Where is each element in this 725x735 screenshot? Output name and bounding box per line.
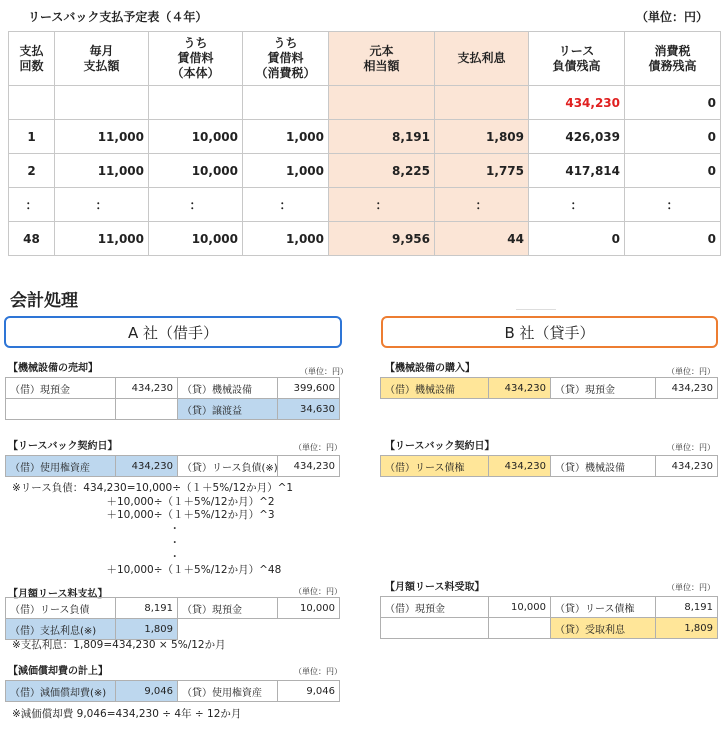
debit-account: （借）リース債権 xyxy=(381,456,489,477)
contract-section-title: 【リースバック契約日】 xyxy=(8,441,118,452)
unit-label: （単位：円） xyxy=(294,443,342,452)
debit-account: （借）使用権資産 xyxy=(6,456,116,477)
contract-entry xyxy=(380,455,718,477)
sale-section-title: 【機械設備の売却】 xyxy=(8,363,98,374)
cell: 0 xyxy=(625,222,721,256)
cell: 11,000 xyxy=(55,154,149,188)
cell: ： xyxy=(329,188,435,222)
col-header: 支払 回数 xyxy=(9,32,55,86)
cell: 2 xyxy=(9,154,55,188)
credit-amount: 434,230 xyxy=(278,456,340,477)
cell: 8,225 xyxy=(329,154,435,188)
table-row xyxy=(9,222,721,256)
cell: ： xyxy=(9,188,55,222)
debit-account xyxy=(381,618,489,639)
unit-label: （単位：円） xyxy=(667,583,715,592)
entry-row xyxy=(6,456,340,477)
unit-label: （単位：円） xyxy=(667,367,715,376)
cell xyxy=(55,86,149,120)
debit-amount xyxy=(489,618,551,639)
cell: 1,000 xyxy=(243,222,329,256)
cell: 0 xyxy=(625,154,721,188)
cell: ： xyxy=(529,188,625,222)
credit-amount xyxy=(278,619,340,640)
credit-amount: 1,809 xyxy=(656,618,718,639)
cell: 0 xyxy=(625,86,721,120)
cell: 426,039 xyxy=(529,120,625,154)
cell xyxy=(9,86,55,120)
debit-account: （借）リース負債 xyxy=(6,598,116,619)
debit-amount: 434,230 xyxy=(489,378,551,399)
credit-account: （貸）受取利息 xyxy=(551,618,656,639)
unit-label: （単位：円） xyxy=(636,10,709,24)
credit-account: （貸）現預金 xyxy=(178,598,278,619)
debit-amount: 9,046 xyxy=(116,681,178,702)
col-header: うち 賃借料 （本体） xyxy=(149,32,243,86)
credit-amount: 434,230 xyxy=(656,456,718,477)
entry-row xyxy=(6,378,340,399)
cell: 1 xyxy=(9,120,55,154)
credit-account: （貸）リース負債(※) xyxy=(178,456,278,477)
lessee-title: A 社（借手） xyxy=(4,316,342,348)
debit-amount: 8,191 xyxy=(116,598,178,619)
unit-label: （単位：円） xyxy=(294,587,342,596)
col-header: 毎月 支払額 xyxy=(55,32,149,86)
col-header: 消費税 債務残高 xyxy=(625,32,721,86)
unit-label: （単位：円） xyxy=(300,367,348,376)
lease-liability-note: ※リース負債：434,230=10,000÷（１＋5%/12か月）^1 ＋10,000÷（１＋5%/12か月）^2 ＋10,000÷（１＋5%/12か月）^3 ・ ・ ・ ＋10,000÷（１＋5%/12か月）^48 xyxy=(12,482,294,577)
debit-account: （借）減価償却費(※) xyxy=(6,681,116,702)
cell: 11,000 xyxy=(55,120,149,154)
col-header: 支払利息 xyxy=(435,32,529,86)
cell: 0 xyxy=(625,120,721,154)
debit-amount: 434,230 xyxy=(489,456,551,477)
entry-row xyxy=(381,597,718,618)
cell: 48 xyxy=(9,222,55,256)
table-row xyxy=(9,154,721,188)
credit-account: （貸）現預金 xyxy=(551,378,656,399)
receipt-entry xyxy=(380,596,718,639)
divider xyxy=(516,309,556,310)
credit-amount: 10,000 xyxy=(278,598,340,619)
entry-row xyxy=(6,619,340,640)
entry-row xyxy=(6,681,340,702)
table-title: リースバック支払予定表（４年） xyxy=(28,10,208,24)
cell: 1,809 xyxy=(435,120,529,154)
credit-amount: 8,191 xyxy=(656,597,718,618)
table-header-row xyxy=(9,32,721,86)
cell xyxy=(435,86,529,120)
entry-row xyxy=(381,456,718,477)
credit-account: （貸）機械設備 xyxy=(551,456,656,477)
lessor-title: B 社（貸手） xyxy=(381,316,718,348)
cell: 1,000 xyxy=(243,154,329,188)
cell: 9,956 xyxy=(329,222,435,256)
cell: ： xyxy=(625,188,721,222)
debit-account: （借）現預金 xyxy=(381,597,489,618)
accounting-title: 会計処理 xyxy=(10,291,78,311)
cell: 8,191 xyxy=(329,120,435,154)
debit-account xyxy=(6,399,116,420)
credit-amount: 434,230 xyxy=(656,378,718,399)
cell: 1,000 xyxy=(243,120,329,154)
contract-section-title: 【リースバック契約日】 xyxy=(385,441,495,452)
debit-amount: 1,809 xyxy=(116,619,178,640)
unit-label: （単位：円） xyxy=(294,667,342,676)
depreciation-section-title: 【減価償却費の計上】 xyxy=(8,666,108,677)
debit-amount xyxy=(116,399,178,420)
debit-account: （借）機械設備 xyxy=(381,378,489,399)
entry-row xyxy=(6,399,340,420)
table-row xyxy=(9,188,721,222)
debit-amount: 10,000 xyxy=(489,597,551,618)
cell: 1,775 xyxy=(435,154,529,188)
entry-row xyxy=(381,618,718,639)
cell: 11,000 xyxy=(55,222,149,256)
debit-account: （借）支払利息(※) xyxy=(6,619,116,640)
entry-row xyxy=(381,378,718,399)
cell xyxy=(329,86,435,120)
interest-note: ※支払利息：1,809=434,230 × 5%/12か月 xyxy=(12,639,226,651)
unit-label: （単位：円） xyxy=(667,443,715,452)
cell: 10,000 xyxy=(149,154,243,188)
entry-row xyxy=(6,598,340,619)
table-row xyxy=(9,86,721,120)
cell: 44 xyxy=(435,222,529,256)
cell: 417,814 xyxy=(529,154,625,188)
receipt-section-title: 【月額リース料受取】 xyxy=(385,582,485,593)
cell: ： xyxy=(55,188,149,222)
credit-account: （貸）機械設備 xyxy=(178,378,278,399)
cell: ： xyxy=(243,188,329,222)
debit-amount: 434,230 xyxy=(116,378,178,399)
table-row xyxy=(9,120,721,154)
cell: ： xyxy=(149,188,243,222)
col-header: うち 賃借料 （消費税） xyxy=(243,32,329,86)
contract-entry xyxy=(5,455,340,477)
credit-amount: 34,630 xyxy=(278,399,340,420)
cell xyxy=(243,86,329,120)
cell-initial-liability: 434,230 xyxy=(529,86,625,120)
credit-amount: 399,600 xyxy=(278,378,340,399)
purchase-entry xyxy=(380,377,718,399)
debit-account: （借）現預金 xyxy=(6,378,116,399)
purchase-section-title: 【機械設備の購入】 xyxy=(385,363,475,374)
cell: 10,000 xyxy=(149,120,243,154)
col-header: 元本 相当額 xyxy=(329,32,435,86)
cell: 10,000 xyxy=(149,222,243,256)
payment-schedule-table xyxy=(8,31,721,256)
sale-entry xyxy=(5,377,340,420)
debit-amount: 434,230 xyxy=(116,456,178,477)
depreciation-entry xyxy=(5,680,340,702)
credit-amount: 9,046 xyxy=(278,681,340,702)
credit-account: （貸）使用権資産 xyxy=(178,681,278,702)
payment-entry xyxy=(5,597,340,640)
cell: ： xyxy=(435,188,529,222)
credit-account: （貸）譲渡益 xyxy=(178,399,278,420)
cell: 0 xyxy=(529,222,625,256)
cell xyxy=(149,86,243,120)
col-header: リース 負債残高 xyxy=(529,32,625,86)
depreciation-note: ※減価償却費 9,046=434,230 ÷ 4年 ÷ 12か月 xyxy=(12,708,242,720)
credit-account: （貸）リース債権 xyxy=(551,597,656,618)
payment-section-title: 【月額リース料支払】 xyxy=(8,589,108,600)
credit-account xyxy=(178,619,278,640)
